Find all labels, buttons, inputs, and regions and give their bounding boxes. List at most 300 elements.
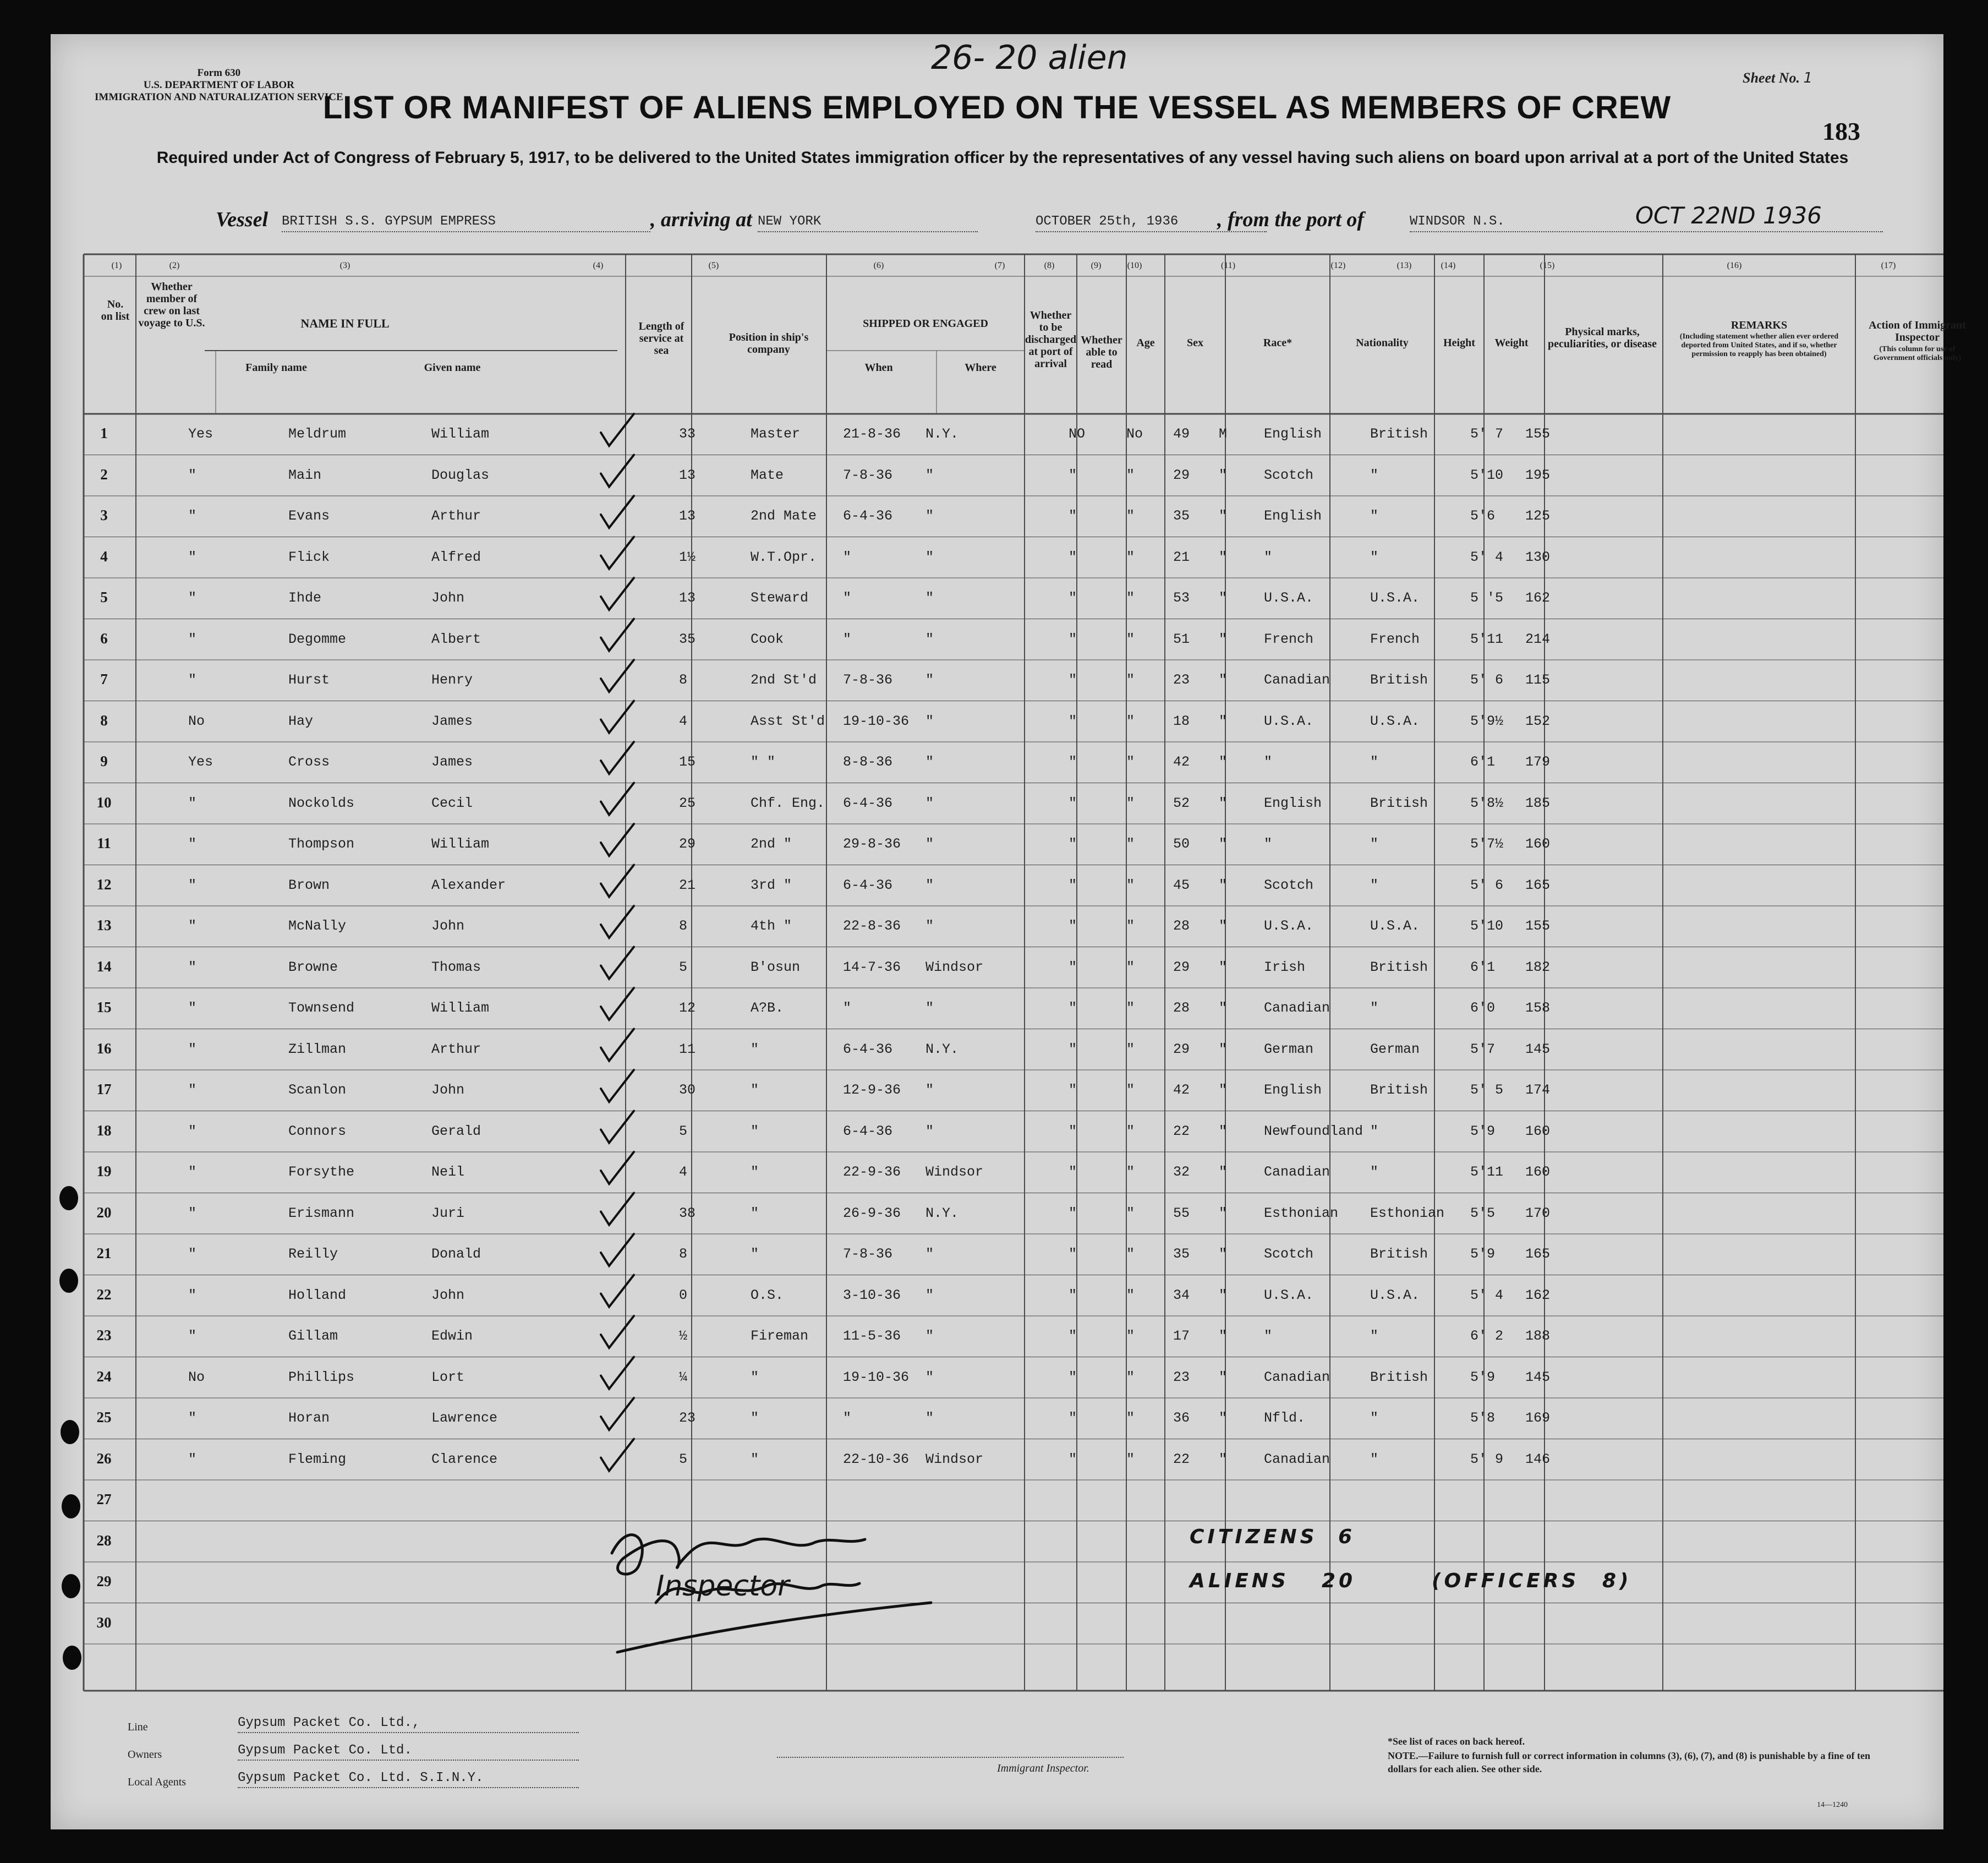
cell-read: " [1126, 836, 1135, 852]
cell-position: 3rd " [751, 877, 792, 893]
cell-read: " [1126, 1369, 1135, 1385]
row-number: 7 [100, 671, 108, 687]
cell-family: Reilly [288, 1246, 338, 1262]
colnum-16: (16) [1727, 261, 1742, 270]
cell-height: 5' 6 [1470, 877, 1504, 893]
row-number: 30 [96, 1614, 112, 1631]
check-mark [601, 1111, 634, 1143]
cell-given: William [431, 1000, 490, 1016]
check-mark [601, 1357, 634, 1389]
cell-read: " [1126, 590, 1135, 606]
cell-race: Canadian [1264, 1451, 1330, 1467]
header-height: Height [1443, 337, 1475, 349]
cell-read: No [1126, 426, 1143, 442]
cell-service: 5 [679, 959, 688, 975]
cell-prev: " [188, 672, 197, 688]
cell-prev: " [188, 877, 197, 893]
header-discharged: Whether to be discharged at port of arrival [1025, 309, 1077, 370]
cell-sex: " [1219, 1287, 1228, 1303]
arriving-label: , arriving at [650, 208, 752, 231]
cell-family: Meldrum [288, 426, 347, 442]
cell-when: 19-10-36 [843, 1369, 910, 1385]
vessel-name: BRITISH S.S. GYPSUM EMPRESS [282, 214, 496, 229]
cell-service: 15 [679, 754, 696, 770]
colnum-1: (1) [111, 261, 122, 270]
header-when: When [864, 362, 893, 374]
cell-discharge: " [1069, 1287, 1077, 1303]
cell-family: Connors [288, 1123, 347, 1139]
header-given-name: Given name [424, 362, 481, 374]
cell-height: 6'0 [1470, 1000, 1496, 1016]
cell-given: Donald [431, 1246, 481, 1262]
cell-height: 5 '5 [1470, 590, 1504, 606]
check-mark [601, 1439, 634, 1471]
cell-family: Evans [288, 508, 330, 524]
check-mark [601, 1152, 634, 1184]
cell-sex: " [1219, 1000, 1228, 1016]
row-number: 26 [96, 1450, 112, 1467]
agents-value: Gypsum Packet Co. Ltd. S.I.N.Y. [238, 1771, 484, 1785]
cell-height: 5' 4 [1470, 549, 1504, 565]
cell-discharge: " [1069, 1205, 1077, 1221]
row-number: 24 [96, 1368, 112, 1385]
cell-nationality: " [1370, 1328, 1379, 1344]
cell-position: Asst St'd [751, 713, 825, 729]
cell-height: 5' 5 [1470, 1082, 1504, 1098]
cell-weight: 162 [1525, 590, 1551, 606]
cell-when: " [843, 590, 852, 606]
cell-prev: " [188, 795, 197, 811]
cell-service: ¼ [679, 1369, 688, 1385]
officers-label: (OFFICERS [1432, 1570, 1580, 1592]
check-mark [601, 783, 634, 815]
cell-prev: " [188, 508, 197, 524]
cell-discharge: " [1069, 1410, 1077, 1426]
check-mark [601, 455, 634, 487]
header-inspector-note: (This column for use of Government officials only) [1873, 345, 1962, 362]
cell-race: Irish [1264, 959, 1306, 975]
header-position: Position in ship's company [729, 331, 809, 356]
cell-height: 5'7½ [1470, 836, 1504, 852]
colnum-6: (6) [873, 261, 884, 270]
departure-port: WINDSOR N.S. [1410, 214, 1505, 229]
cell-where: " [925, 631, 934, 647]
cell-weight: 145 [1525, 1041, 1551, 1057]
cell-nationality: German [1370, 1041, 1420, 1057]
aliens-count: 20 [1322, 1570, 1356, 1592]
cell-age: 50 [1173, 836, 1190, 852]
cell-age: 32 [1173, 1164, 1190, 1180]
colnum-17: (17) [1881, 261, 1896, 270]
cell-where: " [925, 1123, 934, 1139]
cell-service: 21 [679, 877, 696, 893]
row-number: 21 [96, 1245, 112, 1261]
cell-sex: " [1219, 1082, 1228, 1098]
cell-when: 22-8-36 [843, 918, 901, 934]
cell-position: " [751, 1164, 759, 1180]
check-mark [601, 1193, 634, 1225]
cell-service: 38 [679, 1205, 696, 1221]
cell-given: Douglas [431, 467, 490, 483]
line-label: Line [128, 1721, 148, 1733]
cell-read: " [1126, 1246, 1135, 1262]
cell-read: " [1126, 1164, 1135, 1180]
cell-service: 23 [679, 1410, 696, 1426]
row-number: 17 [96, 1081, 112, 1097]
cell-prev: " [188, 1164, 197, 1180]
row-number: 12 [96, 876, 112, 893]
cell-weight: 146 [1525, 1451, 1551, 1467]
cell-nationality: British [1370, 1082, 1428, 1098]
cell-read: " [1126, 467, 1135, 483]
cell-read: " [1126, 959, 1135, 975]
cell-sex: " [1219, 795, 1228, 811]
cell-given: Edwin [431, 1328, 473, 1344]
cell-height: 5'9 [1470, 1123, 1496, 1139]
cell-given: Arthur [431, 1041, 481, 1057]
header-able-to-read: Whether able to read [1081, 334, 1122, 370]
cell-age: 51 [1173, 631, 1190, 647]
cell-sex: " [1219, 1369, 1228, 1385]
cell-age: 55 [1173, 1205, 1190, 1221]
cell-prev: " [188, 1410, 197, 1426]
cell-where: " [925, 1000, 934, 1016]
row-number: 13 [96, 917, 112, 933]
cell-nationality: British [1370, 426, 1428, 442]
check-mark [601, 1316, 634, 1348]
cell-position: " [751, 1041, 759, 1057]
cell-family: Thompson [288, 836, 355, 852]
cell-race: Scotch [1264, 877, 1314, 893]
citizens-count: 6 [1338, 1526, 1356, 1548]
cell-service: 33 [679, 426, 696, 442]
agents-label: Local Agents [128, 1776, 187, 1788]
cell-nationality: " [1370, 1410, 1379, 1426]
cell-race: English [1264, 1082, 1322, 1098]
cell-given: Gerald [431, 1123, 481, 1139]
cell-prev: No [188, 1369, 205, 1385]
cell-family: Townsend [288, 1000, 355, 1016]
check-mark [601, 988, 634, 1020]
cell-position: " [751, 1205, 759, 1221]
cell-position: " [751, 1123, 759, 1139]
cell-race: U.S.A. [1264, 713, 1314, 729]
cell-discharge: " [1069, 467, 1077, 483]
cell-service: 30 [679, 1082, 696, 1098]
row-number: 27 [96, 1491, 112, 1507]
row-number: 6 [100, 630, 108, 647]
cell-prev: " [188, 1000, 197, 1016]
cell-position: Master [751, 426, 801, 442]
inspector-dotted [777, 1757, 1124, 1758]
cell-age: 42 [1173, 1082, 1190, 1098]
cell-where: " [925, 1246, 934, 1262]
colnum-14: (14) [1441, 261, 1456, 270]
cell-discharge: " [1069, 549, 1077, 565]
penalty-note: NOTE.—Failure to furnish full or correct information in columns (3), (6), (7), and (8) is punishable by a fine of ten dollars for each alien. See other side. [1388, 1750, 1871, 1774]
cell-where: " [925, 754, 934, 770]
sheet-value: 1 [1803, 70, 1813, 86]
cell-sex: " [1219, 1410, 1228, 1426]
cell-age: 42 [1173, 754, 1190, 770]
cell-weight: 115 [1525, 672, 1551, 688]
cell-race: Canadian [1264, 1000, 1330, 1016]
cell-given: Albert [431, 631, 481, 647]
arrival-port: NEW YORK [758, 214, 822, 229]
cell-given: Clarence [431, 1451, 498, 1467]
cell-sex: " [1219, 467, 1228, 483]
cell-weight: 169 [1525, 1410, 1551, 1426]
punch-hole [59, 1269, 78, 1293]
cell-when: " [843, 549, 852, 565]
vessel-label: Vessel [216, 208, 268, 231]
cell-when: 6-4-36 [843, 1123, 893, 1139]
cell-when: 6-4-36 [843, 1041, 893, 1057]
cell-prev: " [188, 959, 197, 975]
cell-weight: 165 [1525, 1246, 1551, 1262]
form-code: 14—1240 [1817, 1801, 1848, 1809]
row-number: 29 [96, 1573, 112, 1589]
cell-height: 5'9 [1470, 1246, 1496, 1262]
cell-nationality: " [1370, 836, 1379, 852]
cell-age: 45 [1173, 877, 1190, 893]
cell-when: 22-10-36 [843, 1451, 910, 1467]
cell-sex: " [1219, 1164, 1228, 1180]
immigrant-inspector-label: Immigrant Inspector. [997, 1762, 1089, 1774]
row-number: 16 [96, 1040, 112, 1057]
cell-read: " [1126, 631, 1135, 647]
cell-where: " [925, 836, 934, 852]
cell-nationality: U.S.A. [1370, 1287, 1420, 1303]
punch-hole [61, 1420, 79, 1444]
row-number: 22 [96, 1286, 112, 1303]
check-mark [601, 1029, 634, 1061]
cell-service: 4 [679, 1164, 688, 1180]
cell-family: Zillman [288, 1041, 347, 1057]
header-age: Age [1136, 337, 1155, 349]
cell-race: Esthonian [1264, 1205, 1339, 1221]
check-mark [601, 1398, 634, 1430]
cell-weight: 170 [1525, 1205, 1551, 1221]
cell-position: O.S. [751, 1287, 784, 1303]
cell-race: Scotch [1264, 467, 1314, 483]
header-length-of-service: Length of service at sea [638, 320, 684, 357]
cell-given: Thomas [431, 959, 481, 975]
cell-age: 35 [1173, 1246, 1190, 1262]
cell-weight: 155 [1525, 426, 1551, 442]
cell-family: Nockolds [288, 795, 355, 811]
cell-when: 7-8-36 [843, 672, 893, 688]
cell-where: " [925, 1287, 934, 1303]
row-number: 19 [96, 1163, 112, 1179]
cell-when: " [843, 1410, 852, 1426]
line-dotted [238, 1732, 579, 1733]
colnum-2: (2) [169, 261, 180, 270]
cell-given: John [431, 590, 465, 606]
cell-prev: " [188, 918, 197, 934]
cell-prev: " [188, 1123, 197, 1139]
cell-prev: " [188, 467, 197, 483]
colnum-11: (11) [1220, 261, 1236, 270]
cell-race: U.S.A. [1264, 590, 1314, 606]
cell-family: Horan [288, 1410, 330, 1426]
cell-position: Steward [751, 590, 809, 606]
cell-family: Ihde [288, 590, 322, 606]
cell-age: 29 [1173, 1041, 1190, 1057]
cell-when: 19-10-36 [843, 713, 910, 729]
cell-discharge: " [1069, 836, 1077, 852]
cell-weight: 160 [1525, 836, 1551, 852]
cell-sex: " [1219, 877, 1228, 893]
cell-family: Browne [288, 959, 338, 975]
cell-where: " [925, 1328, 934, 1344]
cell-height: 5'7 [1470, 1041, 1496, 1057]
cell-sex: " [1219, 1123, 1228, 1139]
cell-when: 26-9-36 [843, 1205, 901, 1221]
row-number: 1 [100, 425, 108, 441]
colnum-9: (9) [1091, 261, 1102, 270]
cell-where: " [925, 467, 934, 483]
cell-given: Arthur [431, 508, 481, 524]
cell-nationality: " [1370, 549, 1379, 565]
cell-read: " [1126, 1041, 1135, 1057]
cell-nationality: " [1370, 508, 1379, 524]
cell-weight: 158 [1525, 1000, 1551, 1016]
cell-prev: " [188, 1246, 197, 1262]
cell-weight: 125 [1525, 508, 1551, 524]
cell-given: William [431, 836, 490, 852]
arrival-date: OCTOBER 25th, 1936 [1036, 214, 1179, 229]
check-mark [601, 742, 634, 774]
aliens-label: ALIENS [1190, 1570, 1289, 1592]
colnum-8: (8) [1044, 261, 1055, 270]
cell-position: Mate [751, 467, 784, 483]
header-family-name: Family name [245, 362, 307, 374]
cell-height: 5' 4 [1470, 1287, 1504, 1303]
cell-sex: " [1219, 549, 1228, 565]
cell-given: John [431, 918, 465, 934]
cell-discharge: " [1069, 1164, 1077, 1180]
cell-service: 11 [679, 1041, 696, 1057]
cell-prev: " [188, 1205, 197, 1221]
cell-service: 13 [679, 590, 696, 606]
cell-where: " [925, 549, 934, 565]
row-number: 10 [96, 794, 112, 811]
cell-family: Phillips [288, 1369, 355, 1385]
cell-age: 21 [1173, 549, 1190, 565]
cell-position: Fireman [751, 1328, 809, 1344]
cell-age: 18 [1173, 713, 1190, 729]
cell-family: Holland [288, 1287, 347, 1303]
cell-nationality: " [1370, 877, 1379, 893]
cell-where: " [925, 672, 934, 688]
cell-sex: " [1219, 590, 1228, 606]
cell-read: " [1126, 713, 1135, 729]
cell-discharge: " [1069, 877, 1077, 893]
cell-discharge: " [1069, 1246, 1077, 1262]
cell-where: " [925, 1082, 934, 1098]
cell-service: 8 [679, 672, 688, 688]
row-number: 18 [96, 1122, 112, 1139]
cell-read: " [1126, 508, 1135, 524]
cell-when: 7-8-36 [843, 467, 893, 483]
cell-nationality: " [1370, 1123, 1379, 1139]
row-number: 8 [100, 712, 108, 729]
cell-height: 5' 7 [1470, 426, 1504, 442]
cell-prev: " [188, 1328, 197, 1344]
cell-read: " [1126, 1082, 1135, 1098]
colnum-5: (5) [708, 261, 719, 270]
cell-height: 5'11 [1470, 631, 1504, 647]
cell-discharge: " [1069, 631, 1077, 647]
cell-sex: " [1219, 959, 1228, 975]
cell-race: Canadian [1264, 1369, 1330, 1385]
sheet-label: Sheet No. [1743, 70, 1800, 86]
cell-prev: " [188, 1041, 197, 1057]
header-prev-voyage: Whether member of crew on last voyage to U.S. [138, 281, 205, 329]
cell-position: " " [751, 754, 776, 770]
cell-nationality: French [1370, 631, 1420, 647]
cell-position: W.T.Opr. [751, 549, 817, 565]
cell-age: 36 [1173, 1410, 1190, 1426]
cell-family: Scanlon [288, 1082, 347, 1098]
cell-race: Canadian [1264, 672, 1330, 688]
cell-position: " [751, 1369, 759, 1385]
cell-race: English [1264, 795, 1322, 811]
cell-when: " [843, 1000, 852, 1016]
row-number: 15 [96, 999, 112, 1015]
cell-read: " [1126, 1205, 1135, 1221]
cell-read: " [1126, 1451, 1135, 1467]
cell-given: Lort [431, 1369, 465, 1385]
cell-read: " [1126, 1328, 1135, 1344]
cell-read: " [1126, 1000, 1135, 1016]
cell-family: Main [288, 467, 322, 483]
owners-label: Owners [128, 1749, 162, 1761]
cell-nationality: " [1370, 754, 1379, 770]
cell-given: James [431, 713, 473, 729]
cell-position: 2nd Mate [751, 508, 817, 524]
cell-given: Lawrence [431, 1410, 498, 1426]
cell-race: Nfld. [1264, 1410, 1306, 1426]
cell-age: 23 [1173, 672, 1190, 688]
cell-family: Fleming [288, 1451, 347, 1467]
cell-where: N.Y. [925, 1041, 959, 1057]
cell-where: " [925, 918, 934, 934]
cell-weight: 145 [1525, 1369, 1551, 1385]
cell-nationality: U.S.A. [1370, 590, 1420, 606]
cell-family: Forsythe [288, 1164, 355, 1180]
cell-nationality: British [1370, 795, 1428, 811]
cell-weight: 185 [1525, 795, 1551, 811]
check-mark [601, 1070, 634, 1102]
cell-age: 49 [1173, 426, 1190, 442]
cell-when: 6-4-36 [843, 877, 893, 893]
cell-service: 13 [679, 508, 696, 524]
cell-position: Cook [751, 631, 784, 647]
cell-weight: 160 [1525, 1164, 1551, 1180]
cell-nationality: U.S.A. [1370, 713, 1420, 729]
cell-prev: " [188, 836, 197, 852]
cell-race: " [1264, 1328, 1273, 1344]
cell-race: " [1264, 549, 1273, 565]
cell-height: 5'6 [1470, 508, 1496, 524]
cell-position: 2nd St'd [751, 672, 817, 688]
cell-prev: No [188, 713, 205, 729]
cell-when: 21-8-36 [843, 426, 901, 442]
cell-discharge: " [1069, 1000, 1077, 1016]
cell-race: Newfoundland [1264, 1123, 1363, 1139]
